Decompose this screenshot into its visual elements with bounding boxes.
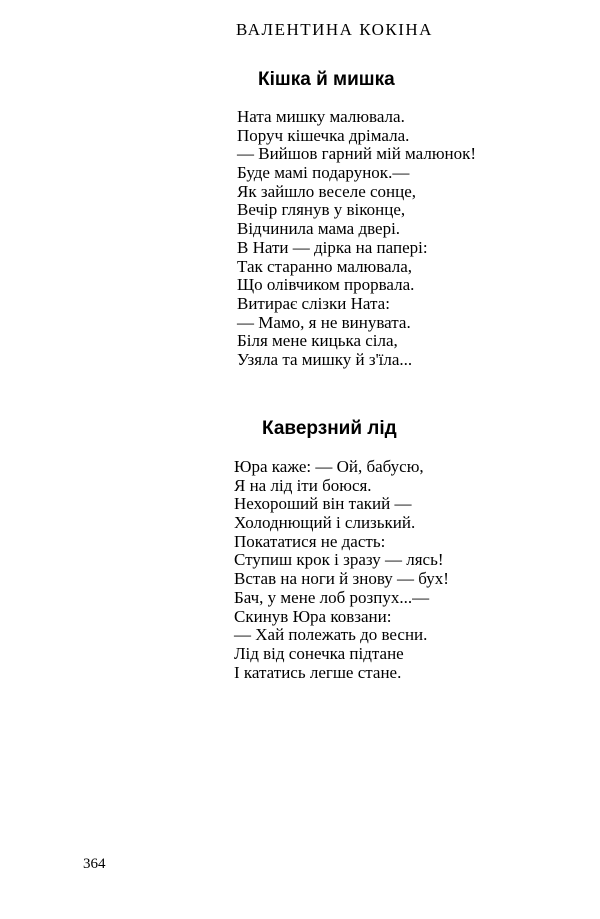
poem-kaverznyi-lid (234, 458, 449, 682)
poem-line: Покататися не дасть: (234, 531, 386, 551)
poem-line: Бач, у мене лоб розпух...— (234, 587, 430, 607)
poem-line: Ступиш крок і зразу — лясь! (234, 550, 444, 570)
poem-line: Узяла та мишку й з'їла... (237, 349, 413, 369)
poem-line: Встав на ноги й знову — бух! (234, 569, 449, 589)
poem-line: Як зайшло веселе сонце, (237, 181, 417, 201)
poem-line: Поруч кішечка дрімала. (237, 125, 410, 145)
poem-line: Нехороший він такий — (234, 494, 412, 514)
poem-line: — Вийшов гарний мій малюнок! (237, 144, 477, 164)
poem-line: Біля мене кицька сіла, (237, 331, 398, 351)
poem-line: Холоднющий і слизький. (234, 513, 416, 533)
page-number: 364 (83, 856, 106, 872)
poem-line: — Мамо, я не винувата. (237, 312, 411, 332)
poem-line: І кататись легше стане. (234, 662, 402, 682)
poem-line: Витирає слізки Ната: (237, 293, 390, 313)
poem-line: Я на лід іти боюся. (234, 475, 372, 495)
poem-line: Вечір глянув у віконце, (237, 200, 406, 220)
poem-kishka-y-myshka (237, 108, 476, 370)
poem-line: Скинув Юра ковзани: (234, 606, 392, 626)
poem-line: Що олівчиком прорвала. (237, 275, 415, 295)
poem-line: В Нати — дірка на папері: (237, 237, 428, 257)
poem-line: Лід від сонечка підтане (234, 643, 404, 663)
poem-line: Буде мамі подарунок.— (237, 163, 410, 183)
poem-title-kaverznyi-lid: Каверзний лід (262, 418, 397, 439)
poem-line: Ната мишку малювала. (237, 107, 405, 126)
poem-line: Відчинила мама двері. (237, 219, 401, 239)
poem-title-kishka-y-myshka: Кішка й мишка (258, 69, 395, 90)
poem-line: — Хай полежать до весни. (234, 625, 428, 645)
poem-line: Юра каже: — Ой, бабусю, (234, 457, 424, 476)
poem-line: Так старанно малювала, (237, 256, 413, 276)
author-name: ВАЛЕНТИНА КОКІНА (236, 20, 433, 39)
